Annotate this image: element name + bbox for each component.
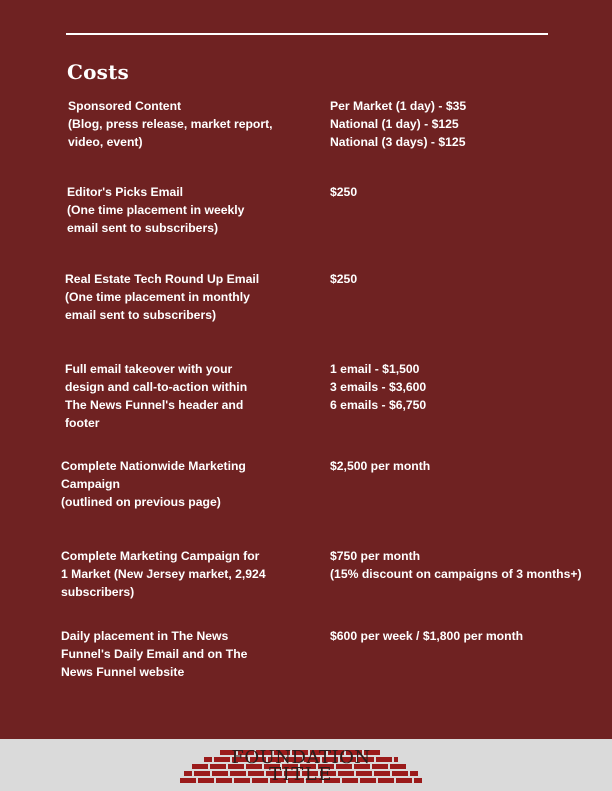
cost-item-price: $250 <box>330 272 358 286</box>
cost-item-label: Full email takeover with your design and call-to-action within The News Funnel's header and footer <box>65 362 248 430</box>
cost-item-price: $750 per month (15% discount on campaigns of 3 months+) <box>330 549 582 581</box>
cost-item-price: $2,500 per month <box>330 459 431 473</box>
section-title: Costs <box>67 60 130 84</box>
top-divider <box>66 33 548 35</box>
cost-item-price: $250 <box>330 185 358 199</box>
cost-item-price: 1 email - $1,500 3 emails - $3,600 6 emails - $6,750 <box>330 362 427 412</box>
foundation-title-logo <box>180 748 422 786</box>
cost-item-label: Editor's Picks Email (One time placement in weekly email sent to subscribers) <box>67 185 245 235</box>
cost-item-price: Per Market (1 day) - $35 National (1 day) - $125 National (3 days) - $125 <box>330 99 467 149</box>
cost-item-price: $600 per week / $1,800 per month <box>330 629 524 643</box>
cost-item-label: Complete Nationwide Marketing Campaign (outlined on previous page) <box>61 459 246 509</box>
logo-word-foundation: FOUNDATION <box>231 747 371 768</box>
cost-item-label: Daily placement in The News Funnel's Daily Email and on The News Funnel website <box>61 629 248 679</box>
logo-word-title: TITLE <box>269 764 333 785</box>
cost-item-label: Real Estate Tech Round Up Email (One time placement in monthly email sent to subscribers) <box>65 272 260 322</box>
cost-item-label: Complete Marketing Campaign for 1 Market (New Jersey market, 2,924 subscribers) <box>61 549 266 599</box>
cost-item-label: Sponsored Content (Blog, press release, market report, video, event) <box>68 99 273 149</box>
